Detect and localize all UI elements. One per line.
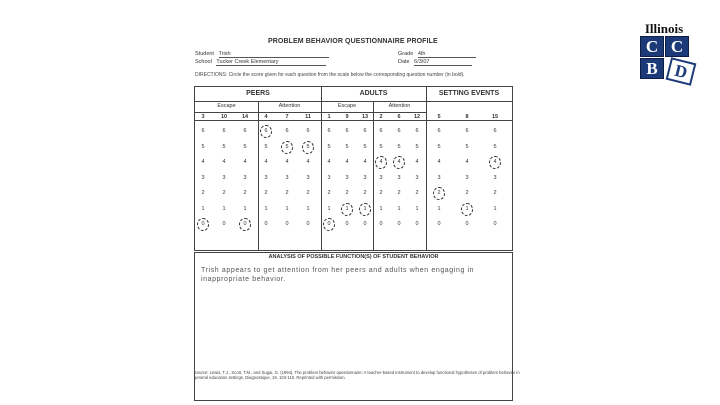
score-cell: 1 [415,205,419,212]
question-number: 8 [465,114,469,120]
score-cell: 4 [415,159,419,165]
analysis-text: Trish appears to get attention from her peers and adults when engaging in inappropriate behavior. [201,267,475,283]
score-circle [341,203,353,216]
score-cell: 2 [264,190,268,196]
logo-letter-c1: C [640,36,664,57]
score-cell: 5 [243,143,247,150]
score-cell: 1 [397,205,401,212]
student-value: Trish [219,51,329,58]
score-cell: 2 [222,190,226,196]
score-cell: 2 [415,190,419,196]
score-cell: 3 [327,174,331,181]
score-cell: 6 [222,128,226,134]
school-value: Tucker Creek Elementary [216,59,326,66]
grade-field [398,51,476,58]
logo-letter-c2: C [665,36,689,57]
score-circle [489,156,501,169]
score-cell: 5 [285,143,289,150]
score-cell: 2 [493,190,497,196]
score-cell: 3 [379,174,383,181]
question-number: 5 [437,114,441,120]
score-cell: 2 [327,190,331,196]
score-cell: 1 [465,205,469,212]
score-cell: 2 [379,190,383,196]
score-cell: 1 [222,205,226,212]
score-cell: 3 [306,174,310,181]
score-cell: 5 [437,143,441,150]
score-circle [433,187,445,200]
score-cell: 2 [437,190,441,196]
score-cell: 1 [379,205,383,212]
directions-text: DIRECTIONS: Circle the score given for each question from the scale below the corresponding question number (in bold). [195,72,465,78]
subhead-peers-escape: Escape [195,101,258,113]
score-cell: 6 [345,128,349,134]
score-cell: 5 [493,143,497,150]
score-cell: 0 [437,221,441,227]
student-label: Student [195,51,214,57]
subhead-peers-attention: Attention [258,101,321,113]
score-cell: 0 [306,221,310,227]
student-field [195,51,329,58]
score-cell: 1 [201,205,205,212]
divider [426,87,427,250]
score-circle [239,218,251,231]
score-cell: 3 [415,174,419,181]
score-cell: 3 [285,174,289,181]
score-cell: 3 [345,174,349,181]
score-cell: 6 [264,128,268,134]
score-cell: 0 [493,221,497,227]
score-cell: 5 [465,143,469,150]
logo-letter-b: B [640,58,664,79]
score-cell: 1 [327,205,331,212]
score-cell: 0 [345,221,349,227]
score-cell: 2 [363,190,367,196]
score-cell: 3 [465,174,469,181]
illinois-ccbd-logo [632,20,692,84]
section-adults: ADULTS [321,87,426,102]
section-setting-events: SETTING EVENTS [426,87,512,102]
score-cell: 5 [415,143,419,150]
score-cell: 0 [379,221,383,227]
grade-value: 4th [418,51,476,58]
subhead-adults-escape: Escape [321,101,373,113]
score-cell: 5 [345,143,349,150]
score-cell: 3 [264,174,268,181]
score-cell: 4 [243,159,247,165]
score-cell: 2 [285,190,289,196]
score-cell: 6 [363,128,367,134]
score-cell: 3 [493,174,497,181]
question-number: 1 [327,114,331,120]
score-cell: 1 [493,205,497,212]
date-label: Date [398,59,410,65]
score-cell: 4 [465,159,469,165]
score-cell: 4 [363,159,367,165]
score-cell: 1 [264,205,268,212]
subhead-adults-attention: Attention [373,101,426,113]
score-cell: 4 [222,159,226,165]
score-cell: 4 [397,159,401,165]
score-cell: 1 [437,205,441,212]
score-cell: 5 [264,143,268,150]
score-cell: 0 [243,221,247,227]
question-number: 3 [201,114,205,120]
question-number: 4 [264,114,268,120]
question-number: 9 [345,114,349,120]
score-circle [375,156,387,169]
score-cell: 6 [379,128,383,134]
score-cell: 5 [306,143,310,150]
form-title: PROBLEM BEHAVIOR QUESTIONNAIRE PROFILE [268,38,438,45]
question-number: 7 [285,114,289,120]
score-cell: 2 [345,190,349,196]
score-cell: 3 [397,174,401,181]
score-cell: 0 [327,221,331,227]
score-cell: 5 [379,143,383,150]
score-cell: 2 [201,190,205,196]
score-cell: 2 [243,190,247,196]
question-number: 12 [413,114,421,120]
score-cell: 5 [222,143,226,150]
score-cell: 5 [201,143,205,150]
score-cell: 0 [363,221,367,227]
score-cell: 1 [345,205,349,212]
score-circle [302,141,314,154]
score-cell: 6 [437,128,441,134]
question-number: 13 [361,114,369,120]
question-number: 10 [220,114,228,120]
score-cell: 3 [243,174,247,181]
score-cell: 1 [363,205,367,212]
score-cell: 1 [243,205,247,212]
score-cell: 6 [493,128,497,134]
score-cell: 6 [397,128,401,134]
source-citation: Source: Lewis, T.J., Scott, T.M., and Sugai, G. (1994). The problem behavior questionnaire: A teacher-based instrument to develop functional hypotheses of problem behavior in general education settings. Diagnostique, 19, 103-115. Reprinted with permission. [194,370,520,380]
date-field [398,59,472,66]
score-cell: 0 [397,221,401,227]
score-cell: 0 [264,221,268,227]
score-cell: 6 [415,128,419,134]
question-number: 15 [491,114,499,120]
score-circle [461,203,473,216]
date-value: 6/3/07 [414,59,472,66]
score-cell: 6 [201,128,205,134]
logo-title: Illinois [644,21,684,36]
score-cell: 3 [363,174,367,181]
score-circle [393,156,405,169]
question-number: 6 [397,114,401,120]
logo-letter-d: D [666,57,697,86]
score-cell: 6 [285,128,289,134]
score-cell: 1 [306,205,310,212]
score-cell: 4 [306,159,310,165]
score-cell: 6 [327,128,331,134]
score-cell: 3 [201,174,205,181]
grade-label: Grade [398,51,414,57]
score-cell: 4 [285,159,289,165]
score-cell: 5 [327,143,331,150]
score-cell: 5 [397,143,401,150]
score-cell: 4 [264,159,268,165]
score-cell: 0 [415,221,419,227]
score-cell: 2 [397,190,401,196]
score-cell: 6 [243,128,247,134]
score-cell: 0 [285,221,289,227]
score-circle [359,203,371,216]
score-cell: 2 [306,190,310,196]
score-cell: 1 [285,205,289,212]
score-circle [197,218,209,231]
score-cell: 4 [327,159,331,165]
score-circle [323,218,335,231]
section-peers: PEERS [195,87,321,102]
score-cell: 4 [201,159,205,165]
school-label: School [195,59,212,65]
score-cell: 4 [437,159,441,165]
score-cell: 0 [201,221,205,227]
score-cell: 5 [363,143,367,150]
score-circle [260,125,272,138]
question-number: 2 [379,114,383,120]
score-cell: 0 [465,221,469,227]
score-cell: 3 [437,174,441,181]
question-number: 11 [305,114,311,120]
score-cell: 6 [306,128,310,134]
analysis-title: ANALYSIS OF POSSIBLE FUNCTION(S) OF STUDENT BEHAVIOR [268,254,439,260]
score-cell: 4 [345,159,349,165]
score-cell: 6 [465,128,469,134]
school-field [195,59,326,66]
score-cell: 0 [222,221,226,227]
score-cell: 3 [222,174,226,181]
question-number: 14 [241,114,249,120]
score-circle [281,141,293,154]
score-grid [194,86,513,251]
score-cell: 4 [379,159,383,165]
score-cell: 4 [493,159,497,165]
score-cell: 2 [465,190,469,196]
